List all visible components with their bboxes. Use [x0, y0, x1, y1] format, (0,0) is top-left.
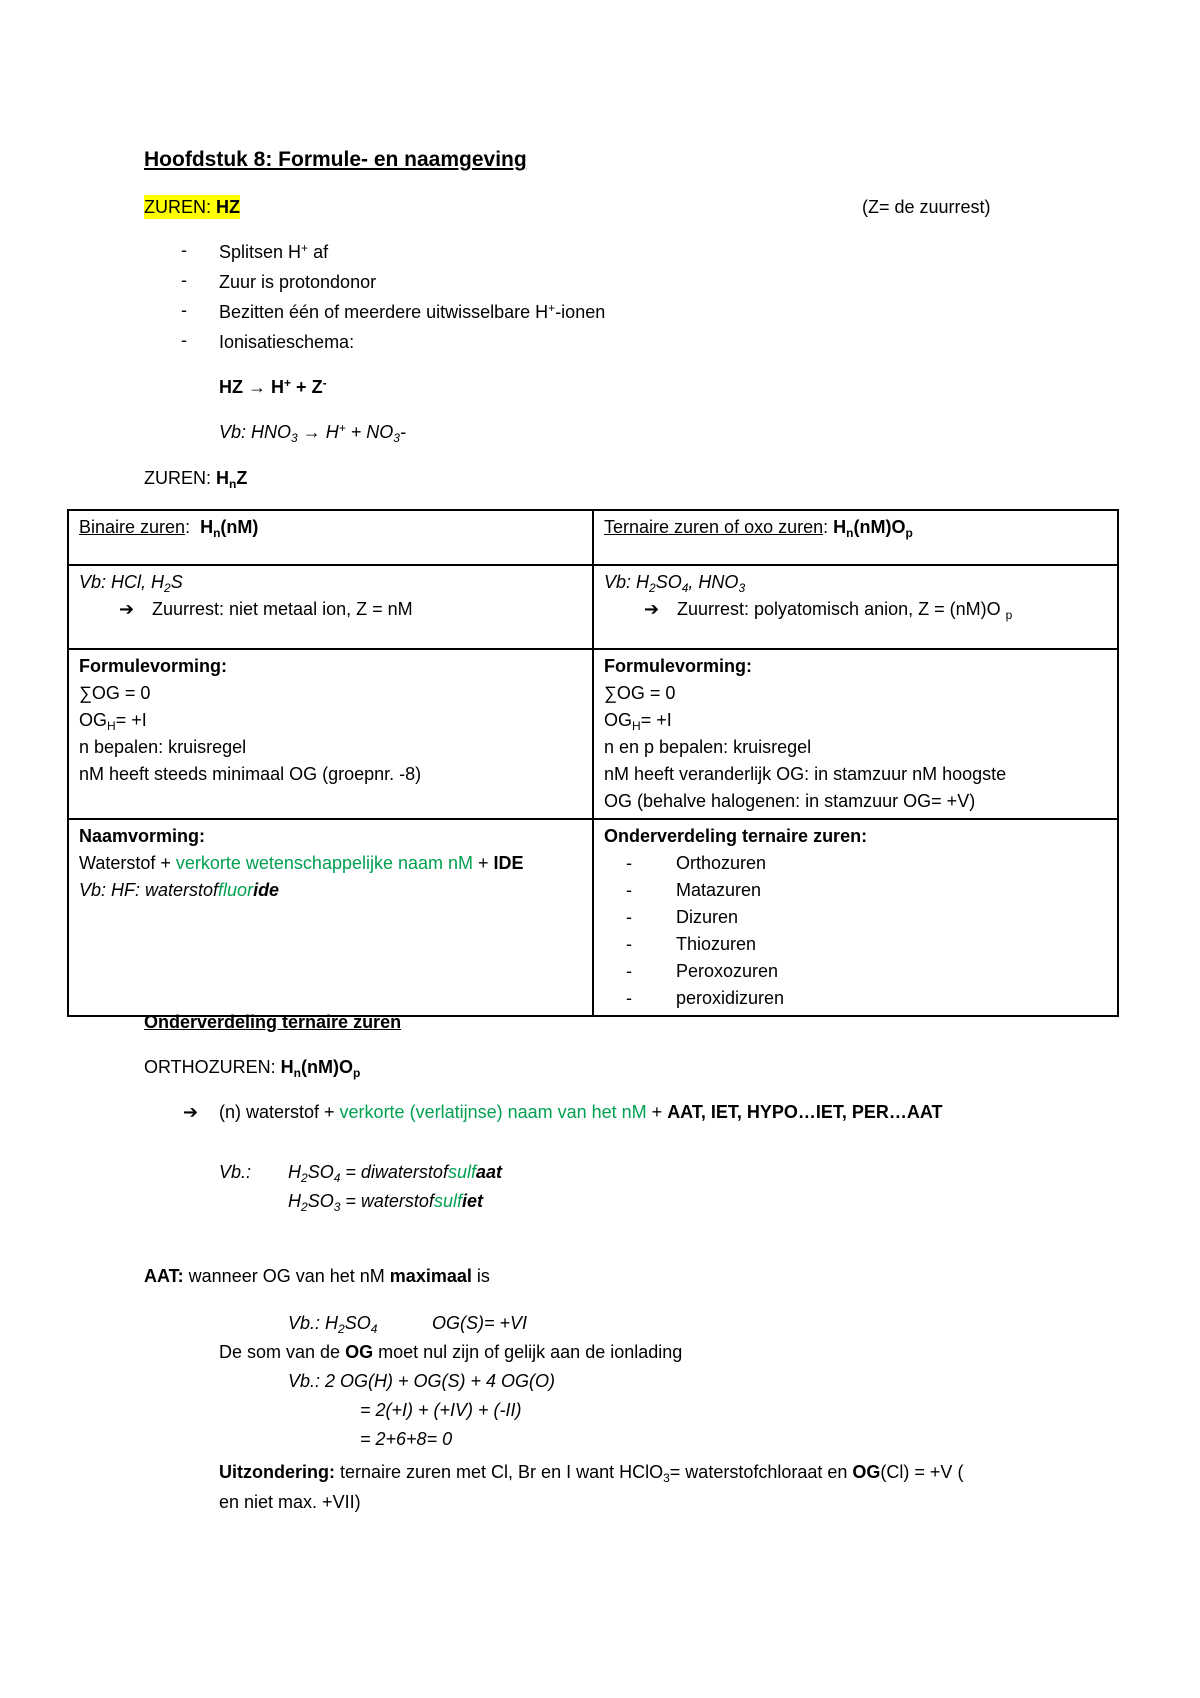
list-item: - Orthozuren: [626, 853, 767, 873]
table-row: [68, 819, 1118, 1016]
orthozuren-heading: ORTHOZUREN: $H_n(nM)O_p$: [144, 1057, 361, 1080]
vb-aat-og: OG(S)= +VI: [432, 1313, 528, 1333]
table-row: [68, 510, 1118, 565]
section-heading: Onderverdeling ternaire zuren: [144, 1012, 402, 1032]
arrow-right-icon: ➔: [183, 1102, 199, 1122]
uitzondering-line: Uitzondering: ternaire zuren met Cl, Br en I want HClO$_3$= waterstofchloraat en OG(Cl) = +V (: [219, 1462, 964, 1485]
calc-line-1: Vb.: 2 OG(H) + OG(S) + 4 OG(O): [288, 1371, 556, 1391]
list-item: - peroxidizuren: [626, 988, 785, 1008]
zuren-hz-heading: [144, 195, 240, 219]
arrow-right-icon: ➔: [644, 599, 660, 619]
calc-line-2: = 2(+I) + (+IV) + (-II): [360, 1400, 522, 1420]
ternair-onderverdeling-cell: Onderverdeling ternaire zuren: - Orthozuren - Matazuren - Dizuren - Thiozuren - Peroxozuren - peroxidizuren: [593, 819, 1118, 1016]
som-line: De som van de OG moet nul zijn of gelijk aan de ionlading: [219, 1342, 683, 1362]
zuren-label: ZUREN:: [144, 197, 216, 217]
bullet-dash: -: [181, 240, 187, 260]
binair-example-cell: Vb: HCl, $H_2S$ ➔ Zuurrest: niet metaal ion, Z = nM: [68, 565, 593, 649]
vb-ortho-line2: $H_2SO_3$ = waterstofsulfiet: [288, 1191, 483, 1214]
vb-aat: Vb.: $H_2SO_4$: [288, 1313, 378, 1336]
bullet-dash: -: [181, 330, 187, 350]
binair-formule-cell: Formulevorming: ∑OG = 0 $OG_H= +I$ n bepalen: kruisregel nM heeft steeds minimaal OG (groepnr. -8): [68, 649, 593, 819]
bullet-4: Ionisatieschema:: [219, 332, 355, 352]
binair-naam-cell: Naamvorming: Waterstof + verkorte wetenschappelijke naam nM + IDE Vb: HF: waterstoffluoride: [68, 819, 593, 1016]
vb-hno3: Vb: $HNO_3 \to H^+ + NO_3-$: [219, 421, 406, 445]
calc-line-3: = 2+6+8= 0: [360, 1429, 453, 1449]
uitzondering-line-2: en niet max. +VII): [219, 1492, 361, 1512]
bullet-dash: -: [181, 300, 187, 320]
zuurrest-note: (Z= de zuurrest): [862, 197, 991, 217]
bullet-dash: -: [181, 270, 187, 290]
list-item: - Thiozuren: [626, 934, 757, 954]
bullet-1: Splitsen H+ af: [219, 241, 329, 262]
list-item: - Peroxozuren: [626, 961, 779, 981]
bullet-2: Zuur is protondonor: [219, 272, 377, 292]
table-row: [68, 565, 1118, 649]
vb-ortho-line1: $H_2SO_4$ = diwaterstofsulfaat: [288, 1162, 502, 1185]
bullet-3: Bezitten één of meerdere uitwisselbare H+-ionen: [219, 301, 606, 322]
onderverdeling-list: [604, 850, 1107, 1012]
binair-header-cell: Binaire zuren: $H_n(nM)$: [68, 510, 593, 565]
arrow-right-icon: ➔: [119, 599, 135, 619]
ternair-formule-cell: Formulevorming: ∑OG = 0 $OG_H= +I$ n en p bepalen: kruisregel nM heeft veranderlijk OG: in stamzuur nM hoogste OG (behalve halogenen: in stamzuur OG= +V): [593, 649, 1118, 819]
ortho-rule: ➔ (n) waterstof + verkorte (verlatijnse) naam van het nM + AAT, IET, HYPO…IET, PER…AAT: [183, 1102, 943, 1122]
zuren-hnz-heading: ZUREN: $H_nZ$: [144, 468, 248, 491]
ternair-example-cell: Vb: $H_2SO_4$, $HNO_3$ ➔ Zuurrest: polyatomisch anion, Z = (nM)O $_p$: [593, 565, 1118, 649]
ionisatie-schema: HZ → H+ + Z-: [219, 376, 327, 397]
aat-line: AAT: wanneer OG van het nM maximaal is: [144, 1266, 490, 1286]
vb-ortho-label: Vb.:: [219, 1162, 252, 1182]
acids-table: [67, 509, 1119, 1017]
zuren-formula: HZ: [216, 197, 240, 217]
page-title: Hoofdstuk 8: Formule- en naamgeving: [144, 148, 527, 171]
list-item: - Dizuren: [626, 907, 739, 927]
list-item: - Matazuren: [626, 880, 762, 900]
ternair-header-cell: Ternaire zuren of oxo zuren: $H_n(nM)O_p$: [593, 510, 1118, 565]
table-row: [68, 649, 1118, 819]
